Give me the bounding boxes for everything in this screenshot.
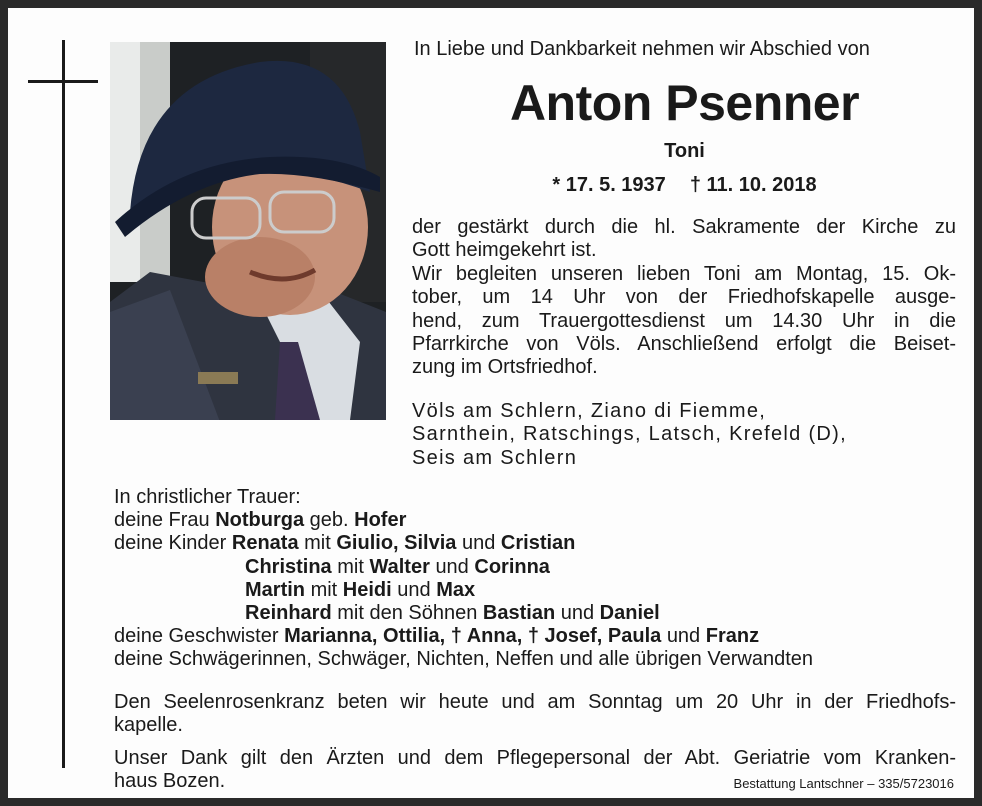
children-line: Christina mit Walter und Corinna	[245, 555, 550, 578]
birth-date: * 17. 5. 1937	[552, 174, 666, 196]
family-heading: In christlicher Trauer:	[114, 486, 301, 508]
cross-icon	[62, 40, 65, 768]
deceased-name: Anton Psenner	[509, 75, 860, 131]
story-text	[412, 216, 956, 380]
rosary-line: kapelle.	[114, 714, 183, 737]
funeral-home: Bestattung Lantschner – 335/5723016	[733, 776, 954, 791]
death-date: † 11. 10. 2018	[689, 174, 817, 196]
places-line: Sarnthein, Ratschings, Latsch, Krefeld (D),	[412, 423, 847, 446]
places-line: Seis am Schlern	[412, 446, 578, 469]
obituary-card	[8, 8, 974, 798]
places-line: Völs am Schlern, Ziano di Fiemme,	[412, 400, 767, 422]
cross-icon-bar	[28, 80, 98, 83]
story-line: hend, zum Trauergottesdienst um 14.30 Uhr in die	[412, 309, 956, 332]
relatives-line: deine Schwägerinnen, Schwäger, Nichten, Neffen und alle übrigen Verwandten	[114, 648, 813, 671]
life-dates	[414, 174, 955, 197]
story-line: Gott heimgekehrt ist.	[412, 239, 597, 262]
thanks-line: haus Bozen.	[114, 770, 226, 793]
story-line: Pfarrkirche von Völs. Anschließend erfolgt die Beiset-	[412, 333, 956, 356]
story-line: der gestärkt durch die hl. Sakramente der Kirche zu	[412, 216, 956, 238]
children-line: deine Kinder Renata mit Giulio, Silvia und Cristian	[114, 532, 576, 555]
story-line: zung im Ortsfriedhof.	[412, 356, 598, 379]
rosary-line: Den Seelenrosenkranz beten wir heute und am Sonntag um 20 Uhr in der Friedhofs-	[114, 691, 956, 713]
thanks-line: Unser Dank gilt den Ärzten und dem Pflegepersonal der Abt. Geriatrie vom Kranken-	[114, 746, 956, 769]
places-list	[412, 400, 847, 470]
children-line: Martin mit Heidi und Max	[245, 578, 476, 601]
nickname: Toni	[664, 140, 705, 162]
children-line: Reinhard mit den Söhnen Bastian und Daniel	[245, 602, 660, 625]
story-line: tober, um 14 Uhr von der Friedhofskapelle ausge-	[412, 286, 956, 309]
story-line: Wir begleiten unseren lieben Toni am Montag, 15. Ok-	[412, 262, 956, 285]
siblings-line: deine Geschwister Marianna, Ottilia, † Anna, † Josef, Paula und Franz	[114, 625, 760, 648]
intro-text: In Liebe und Dankbarkeit nehmen wir Abschied von	[414, 38, 870, 60]
wife-line: deine Frau Notburga geb. Hofer	[114, 509, 407, 532]
portrait-photo	[110, 42, 386, 420]
family-list	[114, 486, 813, 672]
